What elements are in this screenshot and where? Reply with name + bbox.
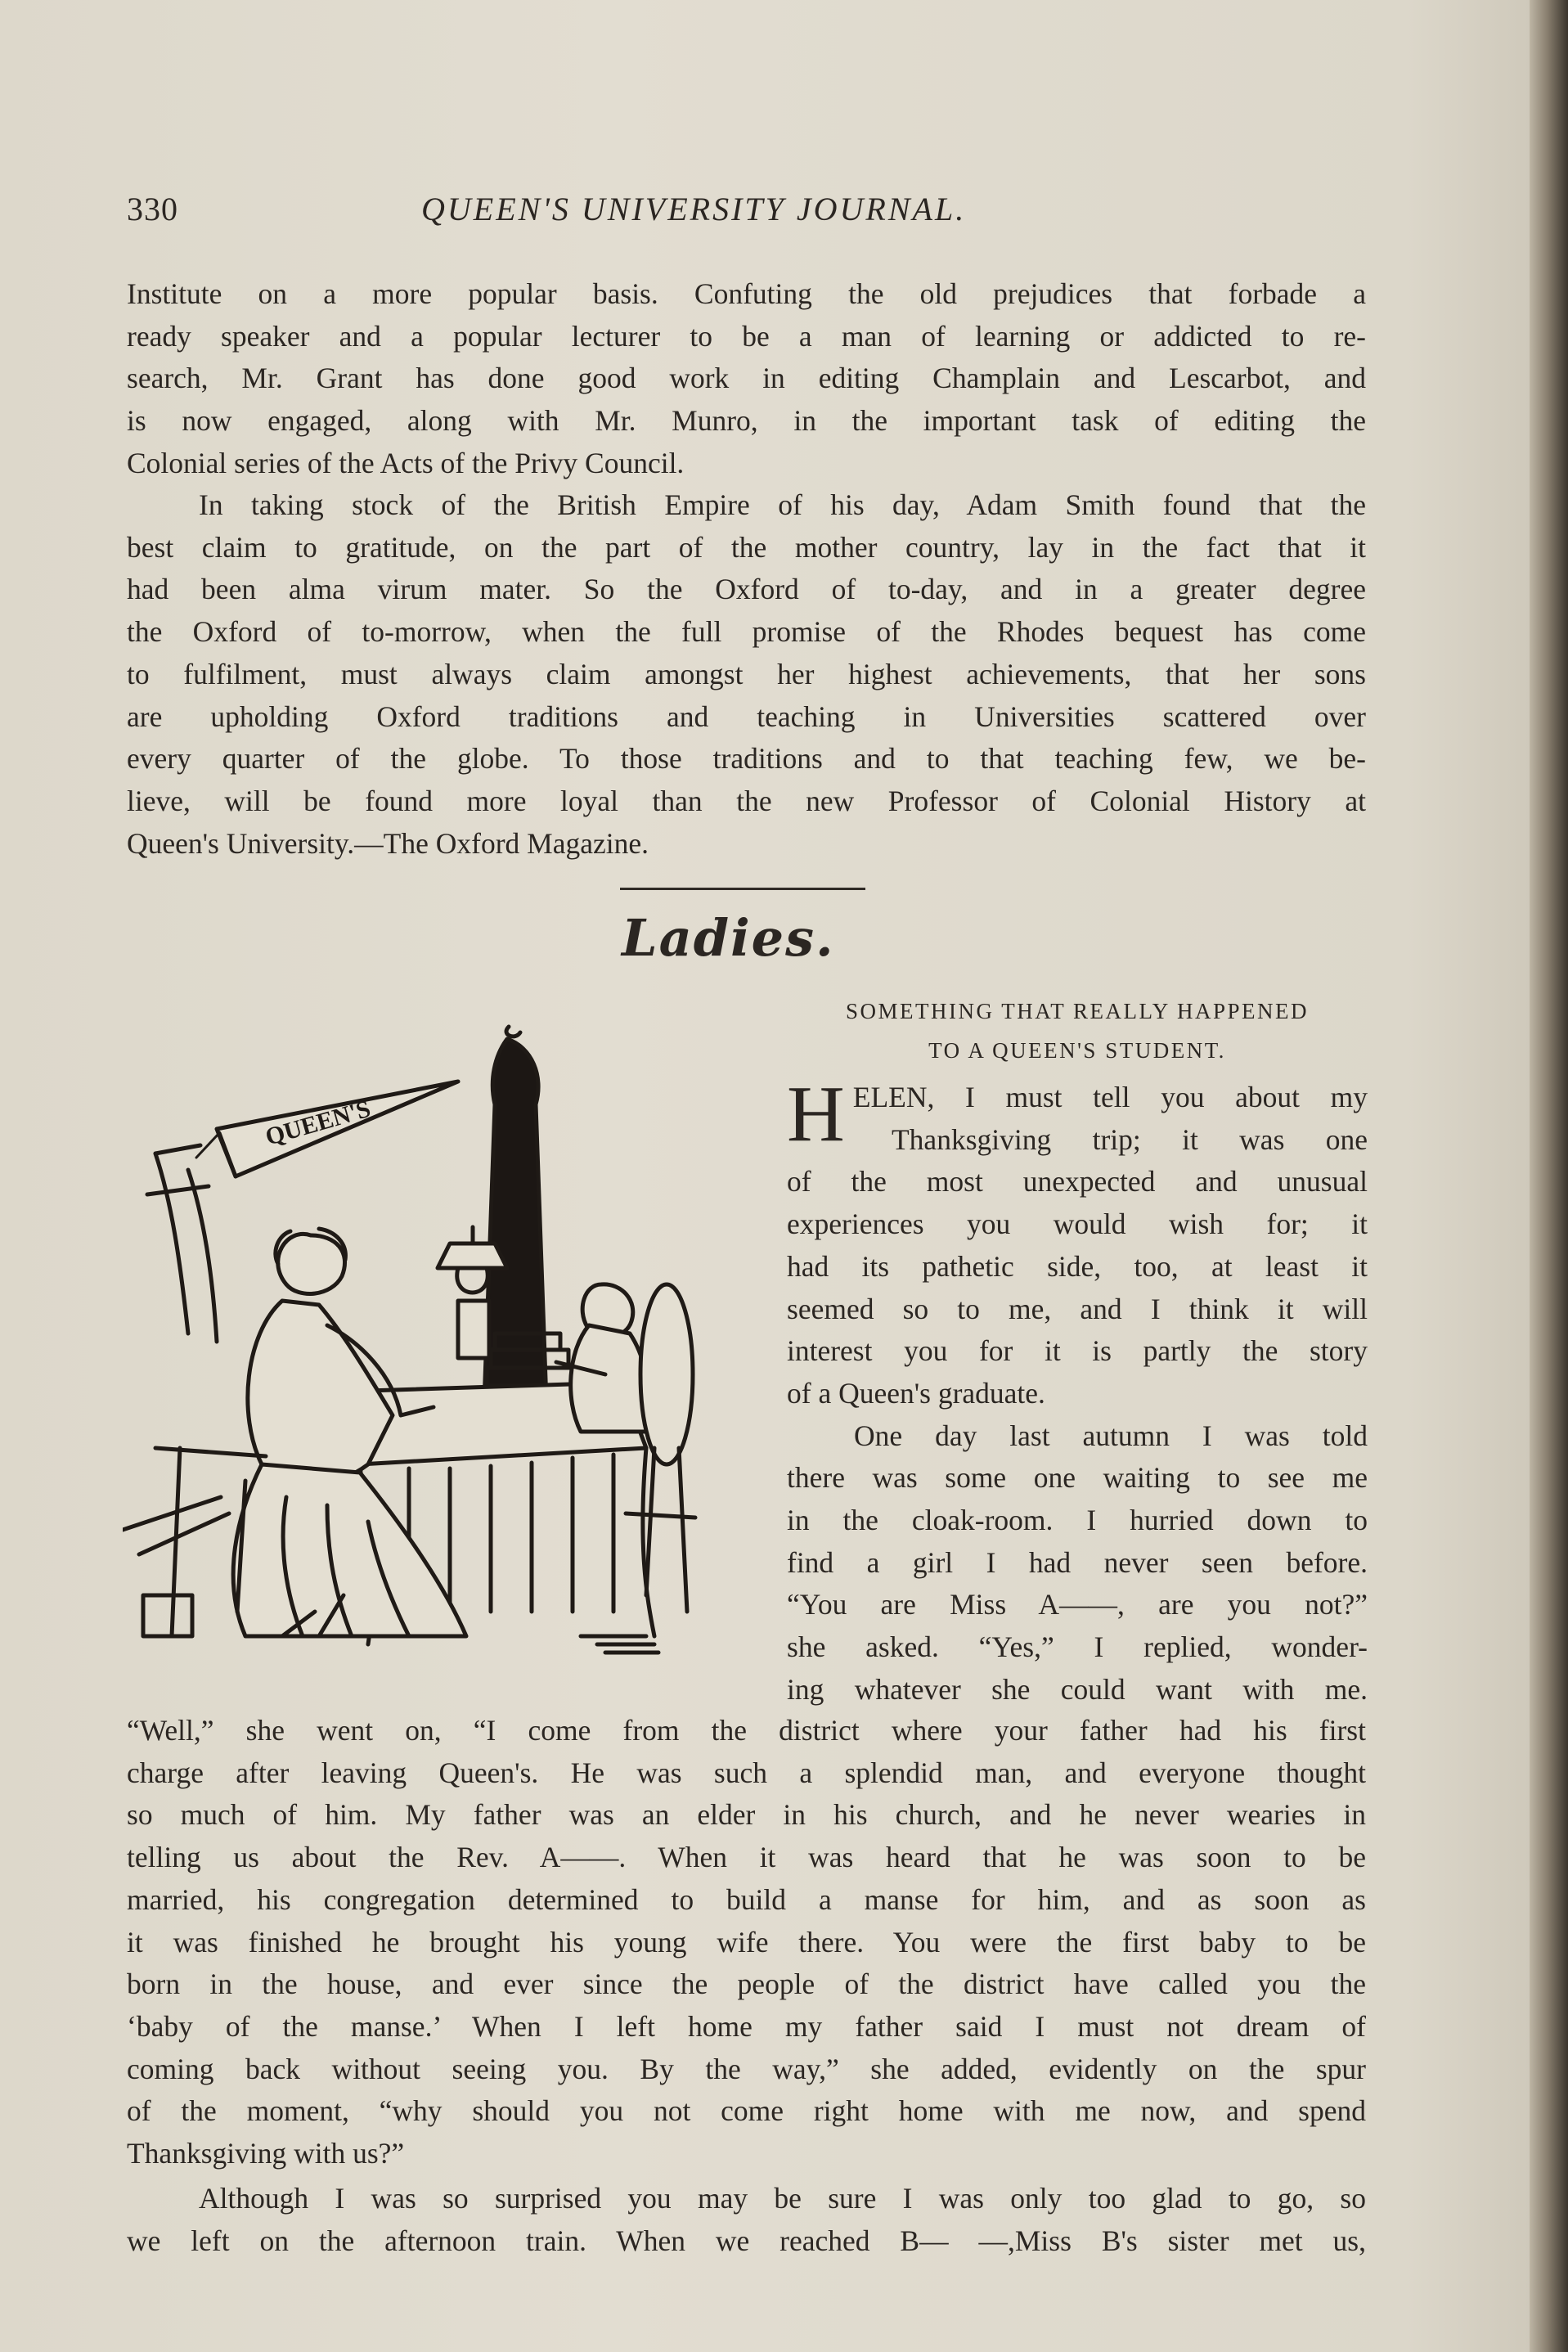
text-line: find a girl I had never seen before. — [787, 1545, 1368, 1579]
article-narrow-text — [787, 1070, 1368, 1711]
text-line: experiences you would wish for; it — [787, 1207, 1368, 1241]
text-line: so much of him. My father was an elder in his church, and he never wearies in — [127, 1798, 1366, 1832]
text-line: ‘baby of the manse.’ When I left home my father said I must not dream of — [127, 2009, 1366, 2043]
text-line: ELEN, I must tell you about my — [852, 1081, 1368, 1113]
text-line: had been alma virum mater. So the Oxford of to-day, and in a greater degree — [127, 573, 1366, 606]
page-number: 330 — [127, 191, 178, 227]
text-line: of a Queen's graduate. — [787, 1376, 1045, 1410]
svg-text:QUEEN'S: QUEEN'S — [262, 1095, 374, 1151]
text-line: In taking stock of the British Empire of his day, Adam Smith found that the — [199, 488, 1366, 521]
text-line: best claim to gratitude, on the part of the mother country, lay in the fact that it — [127, 530, 1366, 564]
paragraph-well-she-went-on — [127, 1710, 1366, 2175]
text-line: search, Mr. Grant has done good work in editing Champlain and Lescarbot, and — [127, 362, 1366, 395]
text-line: the Oxford of to-morrow, when the full promise of the Rhodes bequest has come — [127, 615, 1366, 649]
text-line: Colonial series of the Acts of the Privy Council. — [127, 446, 685, 479]
text-line: born in the house, and ever since the people of the district have called you the — [127, 1967, 1366, 2001]
text-line: Queen's University.—The Oxford Magazine. — [127, 826, 649, 860]
text-line: to fulfilment, must always claim amongst her highest achievements, that her sons — [127, 657, 1366, 690]
text-line: telling us about the Rev. A——. When it was heard that he was soon to be — [127, 1841, 1366, 1874]
illustration-study-scene — [123, 990, 744, 1669]
text-line: in the cloak-room. I hurried down to — [787, 1504, 1368, 1537]
text-line: of the most unexpected and unusual — [787, 1165, 1368, 1198]
text-line: is now engaged, along with Mr. Munro, in the important task of editing the — [127, 404, 1366, 438]
text-line: she asked. “Yes,” I replied, wonder- — [787, 1630, 1368, 1664]
section-title: Ladies. — [622, 908, 835, 968]
text-line: it was finished he brought his young wife there. You were the first baby to be — [127, 1925, 1366, 1959]
text-line: One day last autumn I was told — [854, 1419, 1368, 1452]
text-line: Thanksgiving trip; it was one — [892, 1122, 1368, 1156]
text-line: ing whatever she could want with me. — [787, 1672, 1368, 1706]
paragraph-although — [127, 2178, 1366, 2262]
text-line: coming back without seeing you. By the way,” she added, evidently on the spur — [127, 2052, 1366, 2085]
drop-cap: H — [787, 1070, 845, 1158]
text-line: charge after leaving Queen's. He was such a splendid man, and everyone thought — [127, 1756, 1366, 1789]
text-line: we left on the afternoon train. When we reached B— —,Miss B's sister met us, — [127, 2224, 1366, 2257]
text-line: Although I was so surprised you may be sure I was only too glad to go, so — [199, 2182, 1366, 2215]
text-line: ready speaker and a popular lecturer to be a man of learning or addicted to re- — [127, 319, 1366, 353]
text-line: Institute on a more popular basis. Confuting the old prejudices that forbade a — [127, 277, 1366, 310]
text-line: there was some one waiting to see me — [787, 1461, 1368, 1495]
running-title: QUEEN'S UNIVERSITY JOURNAL. — [421, 191, 967, 227]
article-intro-column — [787, 992, 1368, 1711]
text-line: had its pathetic side, too, at least it — [787, 1249, 1368, 1283]
text-line: interest you for it is partly the story — [787, 1334, 1368, 1368]
text-line: seemed so to me, and I think it will — [787, 1292, 1368, 1325]
paragraph-institute — [127, 273, 1366, 485]
book-spine-edge — [1530, 0, 1568, 2352]
text-line: “Well,” she went on, “I come from the district where your father had his first — [127, 1714, 1366, 1747]
page-header — [127, 190, 1370, 239]
text-line: of the moment, “why should you not come right home with me now, and spend — [127, 2094, 1366, 2128]
text-line: are upholding Oxford traditions and teaching in Universities scattered over — [127, 699, 1366, 733]
text-line: lieve, will be found more loyal than the new Professor of Colonial History at — [127, 784, 1366, 817]
text-line: Thanksgiving with us?” — [127, 2137, 405, 2170]
text-line: “You are Miss A——, are you not?” — [787, 1588, 1368, 1621]
paragraph-adam-smith — [127, 484, 1366, 865]
pennant-icon — [196, 1082, 458, 1176]
text-line: every quarter of the globe. To those traditions and to that teaching few, we be- — [127, 742, 1366, 776]
text-line: married, his congregation determined to build a manse for him, and as soon as — [127, 1882, 1366, 1916]
section-divider — [620, 888, 865, 890]
article-subtitle: SOMETHING THAT REALLY HAPPENED — [845, 999, 1310, 1023]
article-subtitle: TO A QUEEN'S STUDENT. — [928, 1038, 1226, 1063]
